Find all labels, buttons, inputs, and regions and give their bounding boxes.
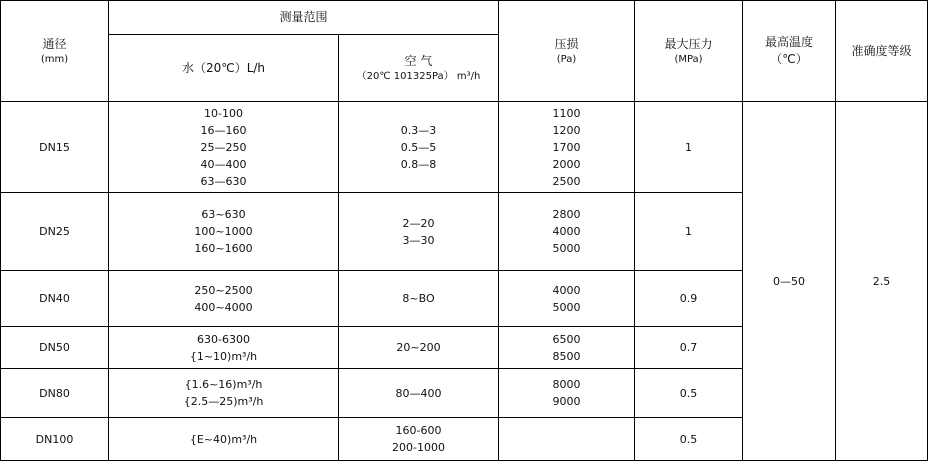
air-range-cell-line: 160-600 [395,424,442,437]
air-range-cell [339,327,499,369]
max-temp-cell: 0—50 [743,102,836,461]
pressure-loss-cell [499,271,635,327]
air-range-cell-line: 0.8—8 [400,157,437,171]
air-range-cell-line: 200-1000 [392,441,445,454]
water-range-cell-line: 63—630 [200,174,247,188]
table-body [1,1,928,461]
pressure-loss-cell-line: 2000 [552,157,581,171]
max-pressure-cell: 0.7 [635,327,743,369]
water-range-cell-line: 160~1600 [194,242,253,255]
table-row [1,102,928,193]
header-bore [1,1,109,102]
pressure-loss-cell-line: 2800 [552,208,581,221]
water-range-cell [109,193,339,271]
air-range-cell-line: 0.3—3 [400,123,437,137]
pressure-loss-cell-line: 1100 [552,106,581,120]
air-range-cell-line: 0.5—5 [400,140,437,154]
pressure-loss-cell-line: 4000 [552,283,581,297]
air-range-cell [339,369,499,418]
header-row-1 [1,1,928,35]
pressure-loss-cell-line: 1700 [552,140,581,154]
air-range-cell-line: 8~BO [402,292,435,305]
air-range-cell-line: 80—400 [395,386,442,400]
water-range-cell-line: 400~4000 [194,300,253,314]
water-range-cell-line: {E~40)m³/h [189,432,258,446]
water-range-cell-line: 16—160 [200,123,247,137]
bore-cell: DN80 [1,369,109,418]
water-range-cell-line: {1.6~16)m³/h [184,378,263,391]
air-range-cell [339,418,499,461]
water-range-cell-line: 25—250 [200,140,247,154]
pressure-loss-cell [499,418,635,461]
header-pressure-loss-label: 压损 [554,36,579,51]
header-pressure-loss-unit: (Pa) [556,53,577,65]
bore-cell: DN25 [1,193,109,271]
pressure-loss-cell-line: 5000 [552,300,581,314]
bore-cell: DN100 [1,418,109,461]
header-max-temp-unit: （℃） [770,52,808,66]
pressure-loss-cell-line: 5000 [552,242,581,255]
water-range-cell-line: 10-100 [204,106,243,120]
max-pressure-cell: 0.5 [635,418,743,461]
water-range-cell-line: 40—400 [200,157,247,171]
header-max-pressure-unit: (MPa) [674,53,703,65]
air-range-cell [339,102,499,193]
air-range-cell-line: 3—30 [402,233,435,247]
air-range-cell-line: 2—20 [402,216,435,230]
water-range-cell-line: 100~1000 [194,225,253,238]
pressure-loss-cell-line: 1200 [552,123,581,137]
water-range-cell [109,271,339,327]
air-range-cell [339,193,499,271]
water-range-cell-line: 250~2500 [194,283,253,297]
bore-cell: DN40 [1,271,109,327]
header-accuracy: 准确度等级 [836,1,928,102]
bore-cell: DN50 [1,327,109,369]
water-range-cell [109,418,339,461]
header-bore-unit: (mm) [40,53,69,65]
water-range-cell [109,369,339,418]
max-pressure-cell: 0.5 [635,369,743,418]
water-range-cell-line: 63~630 [201,208,246,221]
bore-cell: DN15 [1,102,109,193]
header-max-temp-label: 最高温度 [765,35,814,49]
water-range-cell-line: 630-6300 [197,332,250,346]
pressure-loss-cell [499,369,635,418]
pressure-loss-cell-line: 4000 [552,225,581,238]
header-max-pressure-label: 最大压力 [664,36,713,51]
accuracy-cell: 2.5 [836,102,928,461]
pressure-loss-cell [499,193,635,271]
water-range-cell-line: {2.5—25)m³/h [183,395,264,408]
air-range-cell [339,271,499,327]
air-range-cell-line: 20~200 [396,341,441,354]
header-air-unit: （20℃ 101325Pa） m³/h [356,70,481,82]
max-pressure-cell: 1 [635,193,743,271]
pressure-loss-cell-line: 8500 [552,349,581,363]
header-max-pressure [635,1,743,102]
header-max-temp [743,1,836,102]
water-range-cell-line: {1~10)m³/h [189,349,258,363]
header-range: 测量范围 [109,1,499,35]
header-bore-label: 通径 [42,36,67,51]
pressure-loss-cell-line: 9000 [552,395,581,408]
pressure-loss-cell [499,102,635,193]
water-range-cell [109,327,339,369]
max-pressure-cell: 1 [635,102,743,193]
header-air-label: 空 气 [404,53,433,68]
pressure-loss-cell-line: 6500 [552,332,581,346]
header-pressure-loss [499,1,635,102]
header-air [339,35,499,102]
pressure-loss-cell-line: 2500 [552,174,581,188]
max-pressure-cell: 0.9 [635,271,743,327]
header-water: 水（20℃）L/h [109,35,339,102]
water-range-cell [109,102,339,193]
pressure-loss-cell [499,327,635,369]
pressure-loss-cell-line: 8000 [552,378,581,391]
